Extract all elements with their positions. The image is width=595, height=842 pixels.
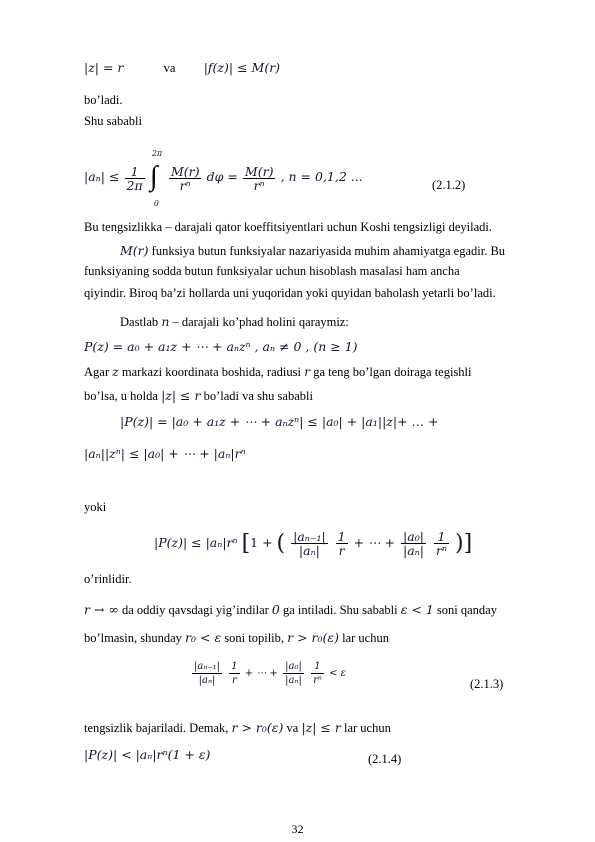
equation-2-1-4: |P(z)| < |aₙ|rⁿ(1 + ε) [84,747,211,762]
text-boladi: bo’ladi. [84,93,123,107]
fraction-one-over-2pi: $\frac{1}{2\pi}$ [126,163,143,193]
math-r-infinity: r → ∞ [84,602,119,617]
eq-n-range: , n = 0,1,2 ... [280,168,363,184]
text-agar: Agar z markazi koordinata boshida, radiusi r ga teng bo’lgan doiraga tegishli [84,364,472,379]
text-funksiyaning: funksiyaning sodda butun funksiyalar uchun hisoblash masalasi ham ancha [84,264,460,278]
fraction-M-over-r-result: $\frac{M(r)}{\text{rⁿ}}$ [244,163,274,193]
math-f-bound: |f(z)| ≤ M(r) [203,60,281,75]
text-orinlidir: o’rinlidir. [84,572,132,586]
text-tengsizlik-bajariladi: tengsizlik bajariladi. Demak, r > r₀(ε) va |z| ≤ r lar uchun [84,720,391,735]
page-number: 32 [291,822,304,836]
math-z-le-r: |z| ≤ r [161,388,201,403]
equation-estimate-line1: |P(z)| = |a₀ + a₁z + ⋯ + aₙzⁿ| ≤ |a₀| + |a₁||z|+ … + [120,414,439,429]
math-r-gt-r0: r > r₀(ε) [287,630,339,645]
math-eps-lt-1: ε < 1 [400,602,434,617]
equation-number-2-1-3: (2.1.3) [470,677,504,691]
text-qiyindir: qiyindir. Biroq ba’zi hollarda uni yuqoridan yoki quyidan baholash yetarli bo’ladi. [84,286,496,300]
eq-lhs: |aₙ| ≤ [84,168,120,184]
math-z-le-r-2: |z| ≤ r [301,720,341,735]
equation-2-1-3: $\frac{\text{|aₙ₋₁|}}{\text{|aₙ|}}$ $\frac{1}{r}$ + ⋯ + $\frac{\text{|a₀|}}{\text{|aₙ|}}$ $\frac{1}{\text{rⁿ}}$ < ε [194,661,347,686]
text-bolsa: bo’lsa, u holda |z| ≤ r bo’ladi va shu sababli [84,388,313,403]
math-modulus-z: |z| = r [84,60,124,75]
fraction-M-over-r: $\frac{M(r)}{\text{rⁿ}}$ [170,163,200,193]
equation-bracket: |P(z)| ≤ |aₙ|rⁿ [1 + ( $\frac{\text{|aₙ₋₁|}}{\text{|aₙ|}}$ $\frac{1}{r}$ + ⋯ + $\frac{\text{|a₀|}}{\text{|aₙ|}}$ $\frac{1}{\text{rⁿ}}$ )] [154,529,473,558]
math-n: n [161,314,170,329]
text-yoki: yoki [84,500,107,514]
equation-number-2-1-4: (2.1.4) [368,752,402,766]
text-shu-sababli: Shu sababli [84,114,142,128]
equation-number-2-1-2: (2.1.2) [432,178,466,192]
text-r-to-infinity: r → ∞ da oddiy qavsdagi yig’indilar 0 ga intiladi. Shu sababli ε < 1 soni qanday [84,602,497,617]
text-va: va [163,61,176,75]
equation-polynomial: P(z) = a₀ + a₁z + ⋯ + aₙzⁿ , aₙ ≠ 0 , (n ≥ 1) [84,339,358,354]
math-z: z [112,364,119,379]
math-r0-lt-eps: r₀ < ε [185,630,222,645]
text-bolmasin: bo’lmasin, shunday r₀ < ε soni topilib, r > r₀(ε) lar uchun [84,630,389,645]
math-zero: 0 [271,602,280,617]
math-r-gt-r0-eps: r > r₀(ε) [231,720,284,735]
integral-sign: 2π ∫ 0 [149,149,163,208]
text-mr-function: M(r) funksiya butun funksiyalar nazariyasida muhim ahamiyatga egadir. Bu [120,243,506,258]
text-dastlab: Dastlab n – darajali ko’phad holini qaraymiz: [120,314,349,329]
text-koshi-tengsizligi: Bu tengsizlikka – darajali qator koeffitsiyentlari uchun Koshi tengsizligi deyiladi. [84,220,493,234]
math-r: r [304,364,311,379]
eq-dphi: dφ = [206,168,238,184]
equation-2-1-2 [84,149,363,208]
equation-estimate-line2: |aₙ||zⁿ| ≤ |a₀| + ⋯ + |aₙ|rⁿ [84,446,246,461]
math-M-r: M(r) [120,243,149,258]
line-condition [84,60,280,76]
